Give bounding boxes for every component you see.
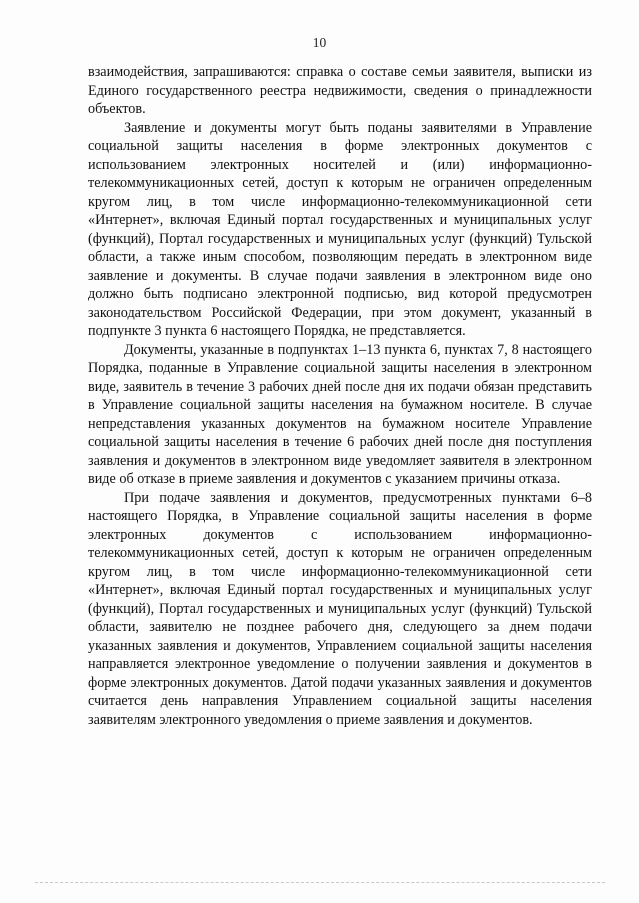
paragraph-paper-documents: Документы, указанные в подпунктах 1–13 пункта 6, пунктах 7, 8 настоящего Порядка, поданные в Управление социальной защиты населения в электронном виде, заявитель в течение 3 рабочих дней после дня их подачи обязан представить в Управление социальной защиты населения на бумажном носителе. В случае непредставления указанных документов на бумажном носителе Управление социальной защиты населения в течение 6 рабочих дней после дня поступления заявления и документов в электронном виде уведомляет заявителя в электронном виде об отказе в приеме заявления и документов с указанием причины отказа. bbox=[88, 341, 592, 487]
page-number: 10 bbox=[312, 35, 327, 50]
document-body bbox=[88, 63, 592, 729]
scan-edge-line bbox=[35, 882, 605, 884]
paragraph-electronic-submission: Заявление и документы могут быть поданы заявителями в Управление социальной защиты населения в форме электронных документов с использованием электронных носителей и (или) информационно-телекоммуникационных сетей, доступ к которым не ограничен определенным кругом лиц, в том числе информационно-телекоммуникационной сети «Интернет», включая Единый портал государственных и муниципальных услуг (функций), Портал государственных и муниципальных услуг (функций) Тульской области, а также иным способом, позволяющим передать в электронном виде заявление и документы. В случае подачи заявления в электронном виде оно должно быть подписано электронной подписью, вид которой предусмотрен законодательством Российской Федерации, при этом документ, указанный в подпункте 3 пункта 6 настоящего Порядка, не представляется. bbox=[88, 119, 592, 339]
paragraph-continuation: взаимодействия, запрашиваются: справка о составе семьи заявителя, выписки из Единого государственного реестра недвижимости, сведения о принадлежности объектов. bbox=[88, 64, 592, 117]
paragraph-notification: При подаче заявления и документов, предусмотренных пунктами 6–8 настоящего Порядка, в Управление социальной защиты населения в форме электронных документов с использованием информационно-телекоммуникационных сетей, доступ к которым не ограничен определенным кругом лиц, в том числе информационно-телекоммуникационной сети «Интернет», включая Единый портал государственных и муниципальных услуг (функций), Портал государственных и муниципальных услуг (функций) Тульской области, заявителю не позднее рабочего дня, следующего за днем подачи указанных заявления и документов, Управлением социальной защиты населения направляется электронное уведомление о получении заявления и документов в форме электронных документов. Датой подачи указанных заявления и документов считается день направления Управлением социальной защиты населения заявителям электронного уведомления о приеме заявления и документов. bbox=[88, 489, 592, 728]
